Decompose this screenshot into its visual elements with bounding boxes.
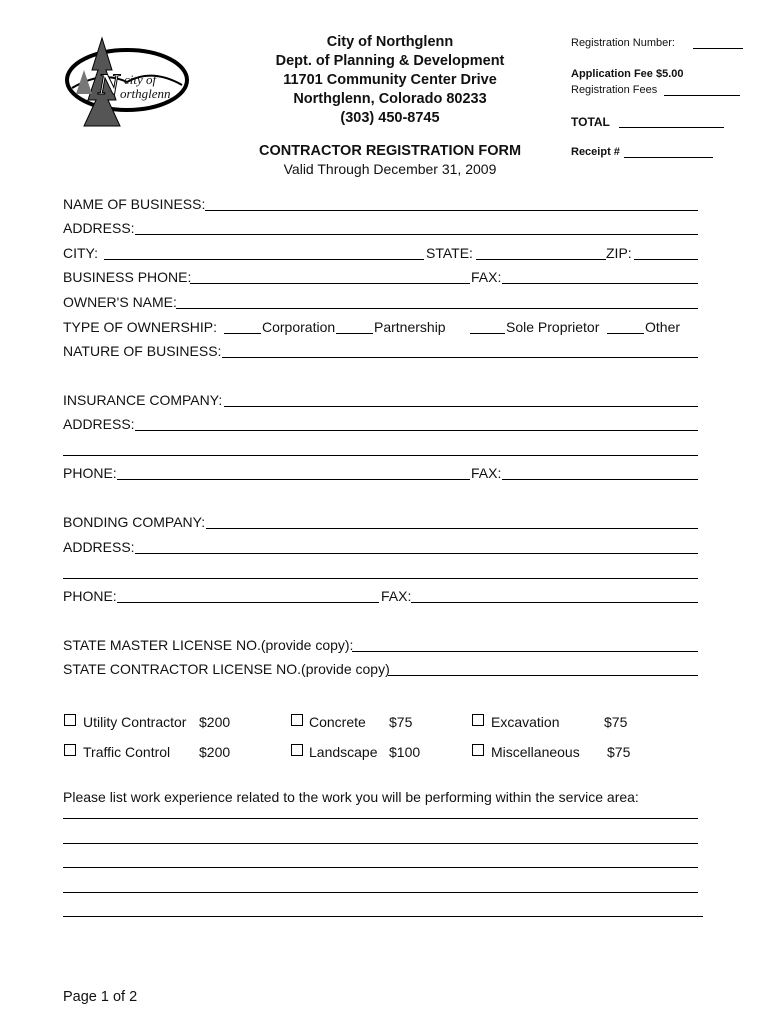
city-label: CITY:: [63, 245, 99, 261]
utility-contractor-fee: $200: [199, 714, 231, 730]
nature-of-business-label: NATURE OF BUSINESS:: [63, 343, 222, 359]
business-address-line[interactable]: [135, 234, 698, 235]
state-label: STATE:: [426, 245, 473, 261]
other-blank[interactable]: [607, 333, 644, 334]
experience-line-1[interactable]: [63, 818, 698, 819]
application-fee-label: Application Fee $5.00: [571, 68, 684, 80]
insurance-fax-line[interactable]: [502, 479, 698, 480]
utility-contractor-label: Utility Contractor: [83, 714, 187, 730]
total-line[interactable]: [619, 127, 724, 128]
bonding-address-label: ADDRESS:: [63, 539, 135, 555]
miscellaneous-checkbox[interactable]: [472, 744, 484, 756]
nature-of-business-line[interactable]: [222, 357, 698, 358]
registration-fees-line[interactable]: [664, 95, 740, 96]
bonding-phone-label: PHONE:: [63, 588, 117, 604]
partnership-option: Partnership: [374, 319, 446, 335]
master-license-line[interactable]: [352, 651, 698, 652]
sole-proprietor-option: Sole Proprietor: [506, 319, 600, 335]
corporation-blank[interactable]: [224, 333, 261, 334]
insurance-phone-line[interactable]: [117, 479, 470, 480]
logo-text-line1: city of: [124, 72, 157, 87]
miscellaneous-fee: $75: [607, 744, 631, 760]
logo-initial: N: [98, 68, 120, 101]
sole-proprietor-blank[interactable]: [470, 333, 505, 334]
header-city: City of Northglenn: [326, 34, 454, 50]
bonding-company-label: BONDING COMPANY:: [63, 514, 206, 530]
excavation-label: Excavation: [491, 714, 560, 730]
contractor-license-label: STATE CONTRACTOR LICENSE NO.(provide copy): [63, 661, 390, 677]
state-line[interactable]: [476, 259, 606, 260]
insurance-address-line-2[interactable]: [63, 455, 698, 456]
excavation-fee: $75: [604, 714, 628, 730]
header-citystate: Northglenn, Colorado 80233: [293, 91, 487, 107]
bonding-fax-label: FAX:: [381, 588, 412, 604]
excavation-checkbox[interactable]: [472, 714, 484, 726]
insurance-fax-label: FAX:: [471, 465, 502, 481]
insurance-company-line[interactable]: [224, 406, 698, 407]
corporation-option: Corporation: [262, 319, 336, 335]
insurance-company-label: INSURANCE COMPANY:: [63, 392, 223, 408]
receipt-line[interactable]: [624, 157, 713, 158]
bonding-address-line[interactable]: [135, 553, 698, 554]
owner-name-label: OWNER'S NAME:: [63, 294, 177, 310]
bonding-phone-line[interactable]: [117, 602, 379, 603]
business-phone-line[interactable]: [190, 283, 470, 284]
bonding-fax-line[interactable]: [411, 602, 698, 603]
registration-number-label: Registration Number:: [571, 37, 675, 49]
business-name-line[interactable]: [205, 210, 698, 211]
partnership-blank[interactable]: [336, 333, 373, 334]
traffic-control-label: Traffic Control: [83, 744, 171, 760]
business-name-label: NAME OF BUSINESS:: [63, 196, 206, 212]
insurance-phone-label: PHONE:: [63, 465, 117, 481]
contractor-license-line[interactable]: [388, 675, 698, 676]
valid-through: Valid Through December 31, 2009: [283, 161, 497, 177]
concrete-fee: $75: [389, 714, 413, 730]
business-phone-label: BUSINESS PHONE:: [63, 269, 192, 285]
bonding-company-line[interactable]: [206, 528, 698, 529]
experience-line-2[interactable]: [63, 843, 698, 844]
insurance-address-line[interactable]: [135, 430, 698, 431]
owner-name-line[interactable]: [176, 308, 698, 309]
concrete-checkbox[interactable]: [291, 714, 303, 726]
utility-contractor-checkbox[interactable]: [64, 714, 76, 726]
header-street: 11701 Community Center Drive: [283, 72, 497, 88]
concrete-label: Concrete: [309, 714, 366, 730]
ownership-type-label: TYPE OF OWNERSHIP:: [63, 319, 218, 335]
business-fax-label: FAX:: [471, 269, 502, 285]
landscape-label: Landscape: [309, 744, 378, 760]
other-option: Other: [645, 319, 681, 335]
city-logo: [62, 30, 192, 130]
landscape-checkbox[interactable]: [291, 744, 303, 756]
experience-line-3[interactable]: [63, 867, 698, 868]
registration-number-line[interactable]: [693, 48, 743, 49]
total-label: TOTAL: [571, 115, 610, 129]
traffic-control-fee: $200: [199, 744, 231, 760]
bonding-address-line-2[interactable]: [63, 578, 698, 579]
page-number: Page 1 of 2: [63, 989, 138, 1005]
traffic-control-checkbox[interactable]: [64, 744, 76, 756]
city-line[interactable]: [104, 259, 424, 260]
registration-fees-label: Registration Fees: [571, 84, 658, 96]
miscellaneous-label: Miscellaneous: [491, 744, 580, 760]
header-phone: (303) 450-8745: [340, 110, 440, 126]
experience-line-4[interactable]: [63, 892, 698, 893]
zip-line[interactable]: [634, 259, 698, 260]
experience-line-5[interactable]: [63, 916, 703, 917]
business-address-label: ADDRESS:: [63, 220, 135, 236]
header-dept: Dept. of Planning & Development: [275, 53, 505, 69]
business-fax-line[interactable]: [502, 283, 698, 284]
logo-text-line2: orthglenn: [120, 86, 171, 101]
receipt-label: Receipt #: [571, 146, 620, 158]
landscape-fee: $100: [389, 744, 421, 760]
zip-label: ZIP:: [606, 245, 632, 261]
experience-prompt: Please list work experience related to the work you will be performing within the service area:: [63, 789, 639, 805]
master-license-label: STATE MASTER LICENSE NO.(provide copy):: [63, 637, 354, 653]
insurance-address-label: ADDRESS:: [63, 416, 135, 432]
form-title: CONTRACTOR REGISTRATION FORM: [258, 143, 522, 159]
